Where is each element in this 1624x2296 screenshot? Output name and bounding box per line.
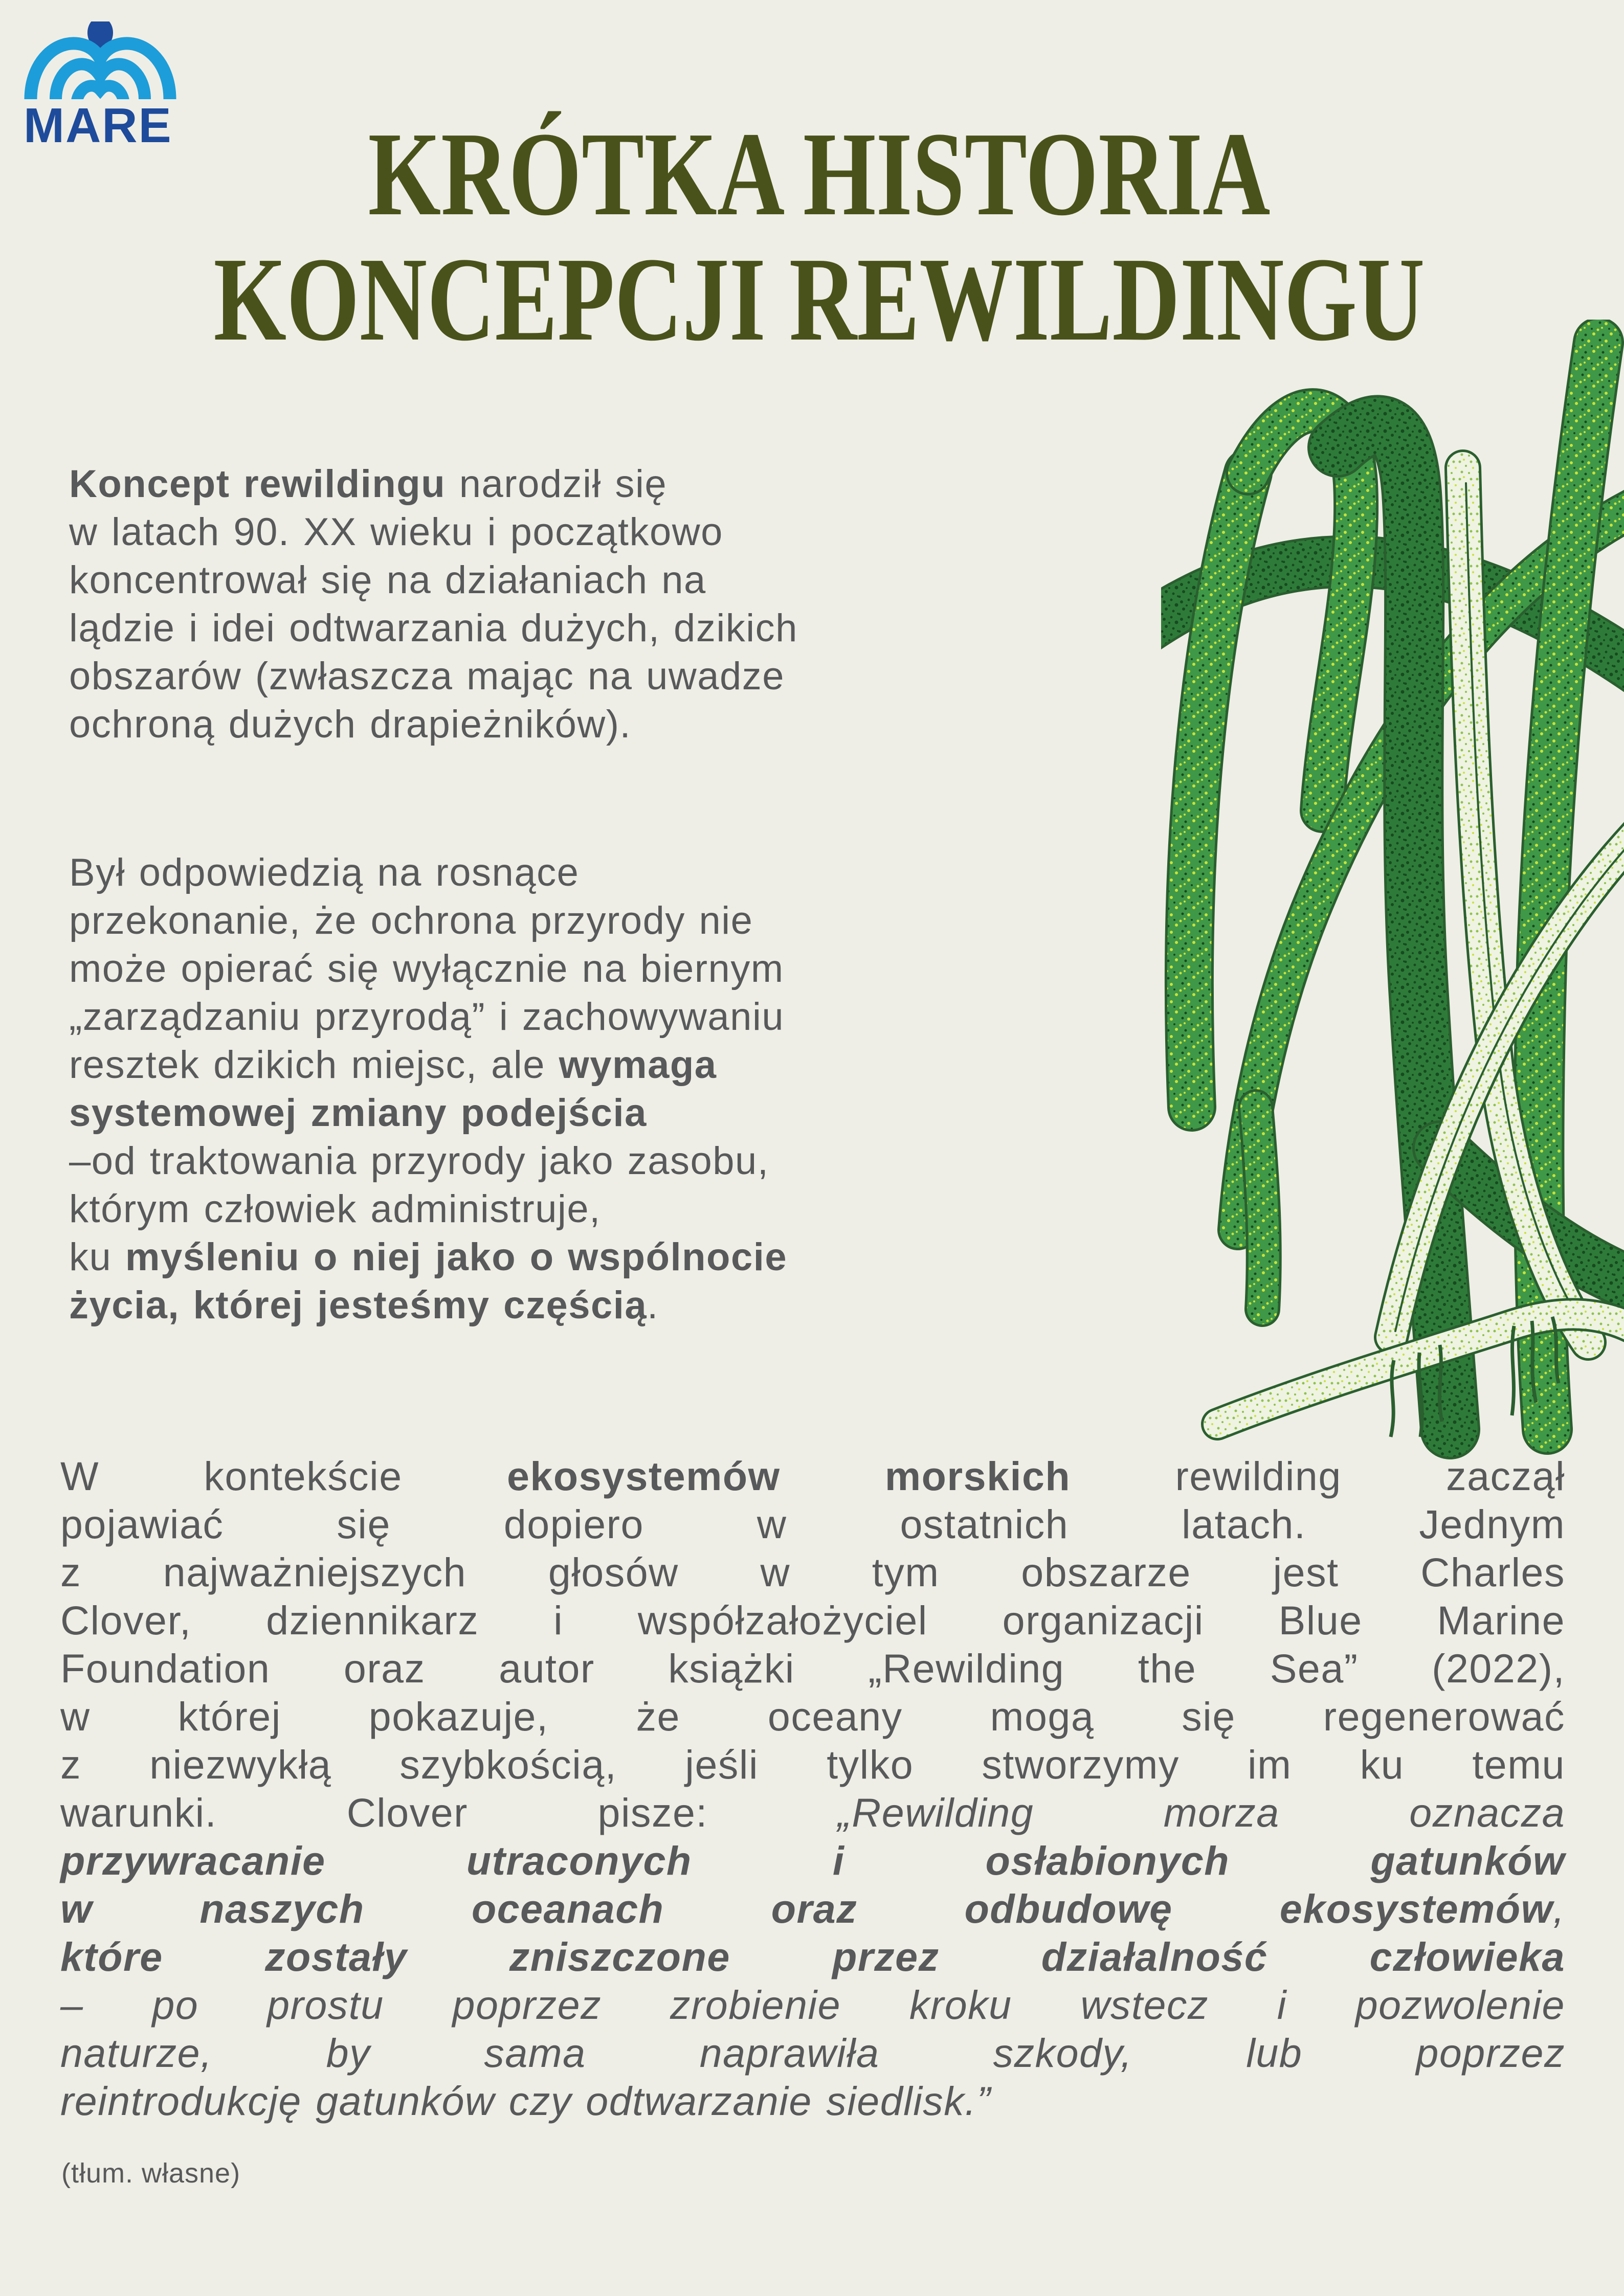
text-line: Foundation oraz autor książki „Rewilding the Sea” (2022), bbox=[60, 1646, 1565, 1691]
text-line: ochroną dużych drapieżników). bbox=[69, 703, 632, 746]
text-line: którym człowiek administruje, bbox=[69, 1187, 601, 1231]
text-line: lądzie i idei odtwarzania dużych, dzikich bbox=[69, 606, 798, 650]
text-line: ku myśleniu o niej jako o wspólnocie bbox=[69, 1235, 788, 1279]
text-line: reintrodukcję gatunków czy odtwarzanie siedlisk.” bbox=[60, 2078, 991, 2124]
text-line: przywracanie utraconych i osłabionych gatunków bbox=[60, 1838, 1565, 1883]
text-line: w której pokazuje, że oceany mogą się regenerować bbox=[60, 1694, 1565, 1739]
paragraph-concept-origin bbox=[69, 460, 1092, 749]
text-line: może opierać się wyłącznie na biernym bbox=[69, 947, 784, 991]
text-line: obszarów (zwłaszcza mając na uwadze bbox=[69, 655, 785, 698]
page-title-line1: KRÓTKA HISTORIA bbox=[368, 107, 1271, 240]
text-line: które zostały zniszczone przez działalność człowieka bbox=[60, 1934, 1565, 1979]
mare-logo-wordmark: MARE bbox=[24, 98, 172, 153]
paragraph-response bbox=[69, 849, 1092, 1330]
text-line: przekonanie, że ochrona przyrody nie bbox=[69, 899, 753, 942]
text-line: z niezwykłą szybkością, jeśli tylko stworzymy im ku temu bbox=[60, 1742, 1565, 1787]
text-line: warunki. Clover pisze: „Rewilding morza oznacza bbox=[60, 1790, 1565, 1835]
mare-logo-waves-icon bbox=[24, 21, 177, 99]
text-line: w naszych oceanach oraz odbudowę ekosystemów, bbox=[60, 1886, 1565, 1931]
text-line: Clover, dziennikarz i współzałożyciel organizacji Blue Marine bbox=[60, 1597, 1565, 1643]
text-line: pojawiać się dopiero w ostatnich latach. Jednym bbox=[60, 1501, 1565, 1547]
text-line: resztek dzikich miejsc, ale wymaga bbox=[69, 1043, 717, 1087]
text-line: z najważniejszych głosów w tym obszarze jest Charles bbox=[60, 1549, 1565, 1595]
text-line: koncentrował się na działaniach na bbox=[69, 558, 706, 602]
text-line: Był odpowiedzią na rosnące bbox=[69, 851, 580, 894]
seagrass-illustration bbox=[1161, 320, 1624, 1465]
text-line: –od traktowania przyrody jako zasobu, bbox=[69, 1139, 769, 1183]
mare-logo bbox=[24, 21, 182, 153]
paragraph-marine-ecosystems bbox=[60, 1452, 1565, 2125]
translation-footnote: (tłum. własne) bbox=[61, 2158, 241, 2189]
text-line: W kontekście ekosystemów morskich rewilding zaczął bbox=[60, 1453, 1565, 1499]
text-line: – po prostu poprzez zrobienie kroku wstecz i pozwolenie bbox=[60, 1982, 1565, 2028]
page-title-line2: KONCEPCJI REWILDINGU bbox=[213, 233, 1425, 366]
text-line: życia, której jesteśmy częścią. bbox=[69, 1284, 659, 1327]
text-line: w latach 90. XX wieku i początkowo bbox=[69, 510, 723, 554]
text-line: Koncept rewildingu narodził się bbox=[69, 462, 668, 506]
text-line: systemowej zmiany podejścia bbox=[69, 1091, 647, 1135]
text-line: „zarządzaniu przyrodą” i zachowywaniu bbox=[69, 995, 785, 1039]
text-line: naturze, by sama naprawiła szkody, lub poprzez bbox=[60, 2030, 1565, 2076]
